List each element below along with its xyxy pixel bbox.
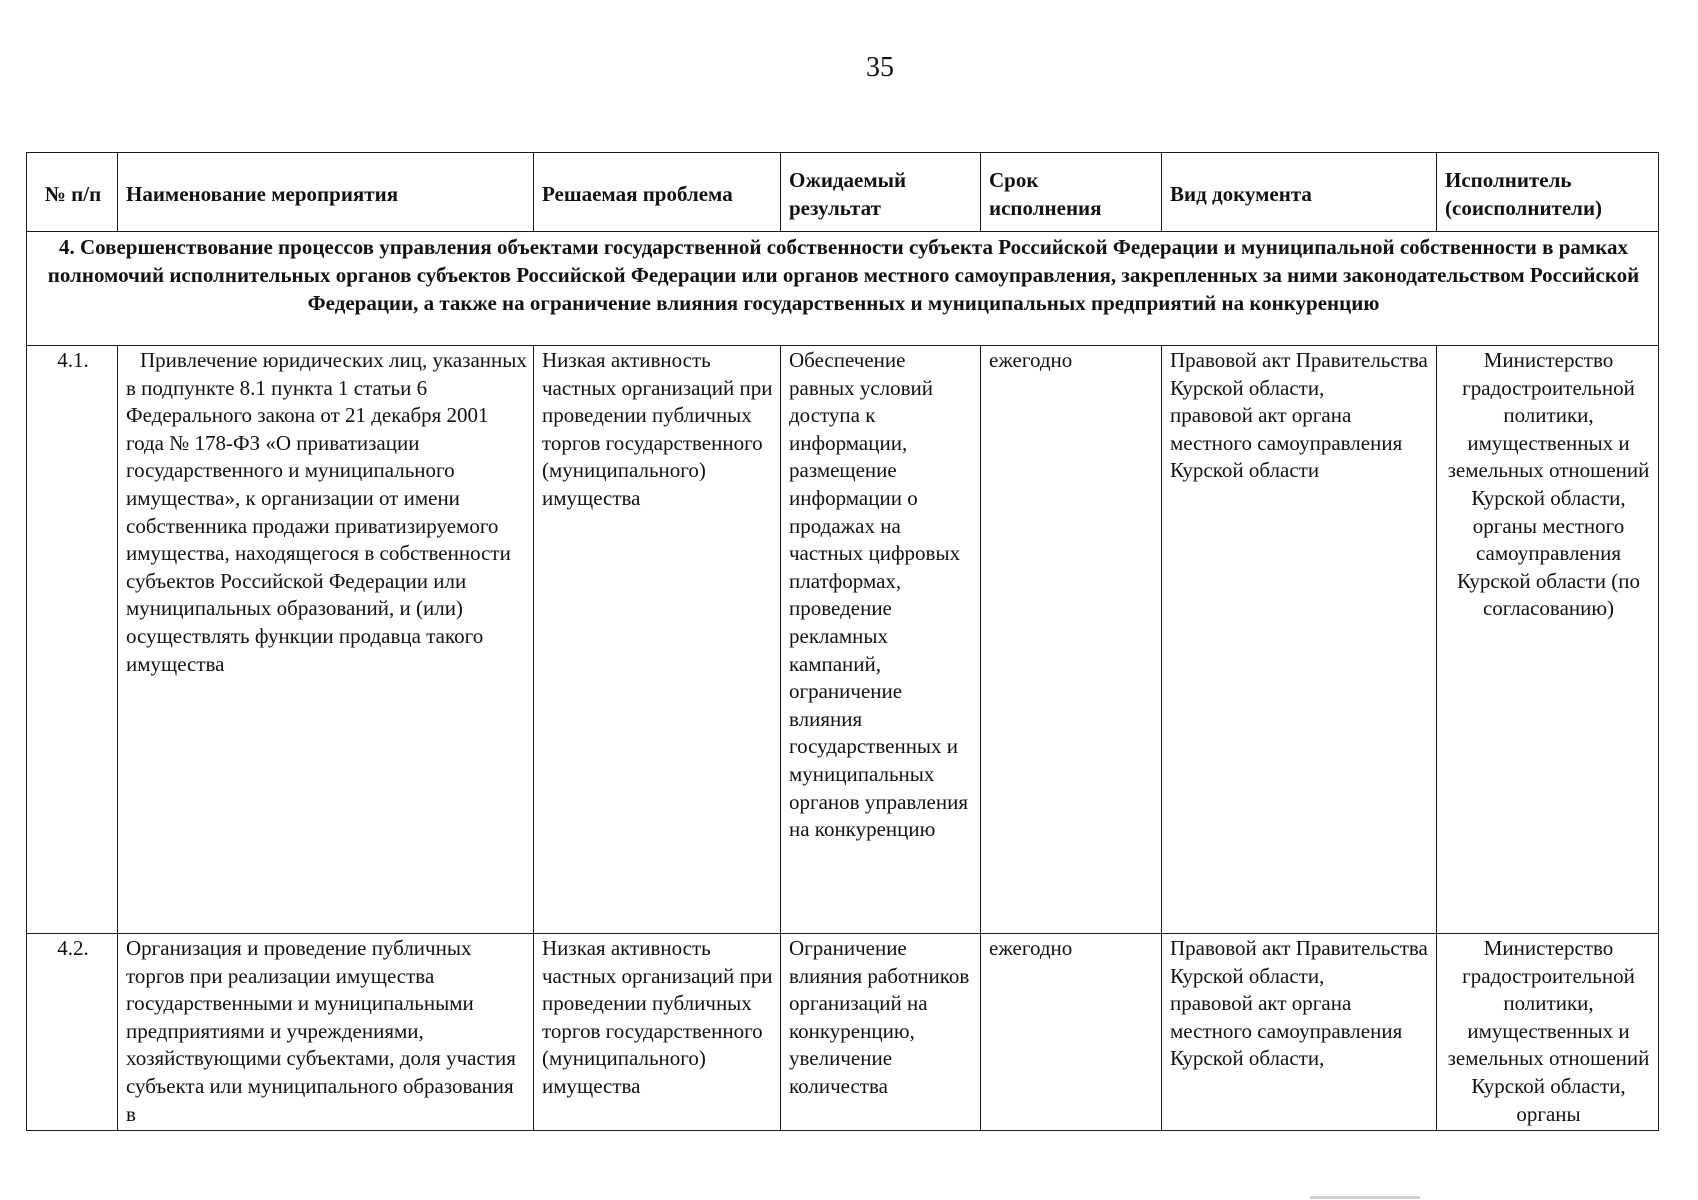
- row-result: Обеспечение равных условий доступа к информации, размещение информации о продажах на частных цифровых платформах, проведение рекламных кампаний, ограничение влияния государственных и муниципальных органов управления на конкуренцию: [781, 346, 981, 934]
- row-name: Привлечение юридических лиц, указанных в подпункте 8.1 пункта 1 статьи 6 Федерального закона от 21 декабря 2001 года № 178-ФЗ «О приватизации государственного и муниципального имущества», к организации от имени собственника продажи приватизируемого имущества, находящегося в собственности субъектов Российской Федерации или муниципальных образований, и (или) осуществлять функции продавца такого имущества: [118, 346, 534, 934]
- row-deadline: [981, 934, 1162, 1131]
- row-num: 4.1.: [27, 346, 118, 934]
- header-result: Ожидаемый результат: [781, 153, 981, 232]
- table-row: [27, 346, 1659, 934]
- header-doc-type: Вид документа: [1162, 153, 1437, 232]
- row-deadline: ежегодно: [981, 346, 1162, 934]
- row-problem-text: Низкая активность частных организаций при проведении публичных торгов государственного (муниципального) имущества: [542, 936, 773, 1098]
- header-num: № п/п: [27, 153, 118, 232]
- header-executor: Исполнитель (соисполнители): [1437, 153, 1659, 232]
- measures-table: [26, 152, 1659, 1131]
- row-problem: [534, 934, 781, 1131]
- table-header-row: [27, 153, 1659, 232]
- row-doc-type: [1162, 934, 1437, 1131]
- row-name-text: Организация и проведение публичных торгов при реализации имущества государственными и муниципальными предприятиями и учреждениями, хозяйствующими субъектами, доля участия субъекта или муниципального образования в: [126, 936, 516, 1126]
- row-result: [781, 934, 981, 1131]
- table-row: [27, 934, 1659, 1131]
- row-deadline-text: ежегодно: [989, 936, 1073, 960]
- header-name: Наименование мероприятия: [118, 153, 534, 232]
- row-executor-text: Министерство градостроительной политики, имущественных и земельных отношений Курской области, органы: [1447, 936, 1650, 1126]
- row-doc-type-text: Правовой акт Правительства Курской области, правовой акт органа местного самоуправления Курской области,: [1170, 936, 1428, 1071]
- row-result-text: Ограничение влияния работников организаций на конкуренцию, увеличение количества: [789, 936, 970, 1098]
- header-problem: Решаемая проблема: [534, 153, 781, 232]
- row-doc-type: Правовой акт Правительства Курской области, правовой акт органа местного самоуправления Курской области: [1162, 346, 1437, 934]
- row-name: [118, 934, 534, 1131]
- scan-artifact: [1310, 1196, 1420, 1199]
- header-deadline: Срок исполнения: [981, 153, 1162, 232]
- row-num: [27, 934, 118, 1131]
- row-problem: Низкая активность частных организаций при проведении публичных торгов государственного (муниципального) имущества: [534, 346, 781, 934]
- row-executor: [1437, 934, 1659, 1131]
- page-number: 35: [866, 52, 894, 83]
- row-executor: Министерство градостроительной политики, имущественных и земельных отношений Курской области, органы местного самоуправления Курской области (по согласованию): [1437, 346, 1659, 934]
- section-row: [27, 232, 1659, 346]
- row-num-text: 4.2.: [57, 936, 89, 960]
- section-title: 4. Совершенствование процессов управления объектами государственной собственности субъекта Российской Федерации и муниципальной собственности в рамках полномочий исполнительных органов субъектов Российской Федерации или органов местного самоуправления, закрепленных за ними законодательством Российской Федерации, а также на ограничение влияния государственных и муниципальных предприятий на конкуренцию: [27, 232, 1659, 346]
